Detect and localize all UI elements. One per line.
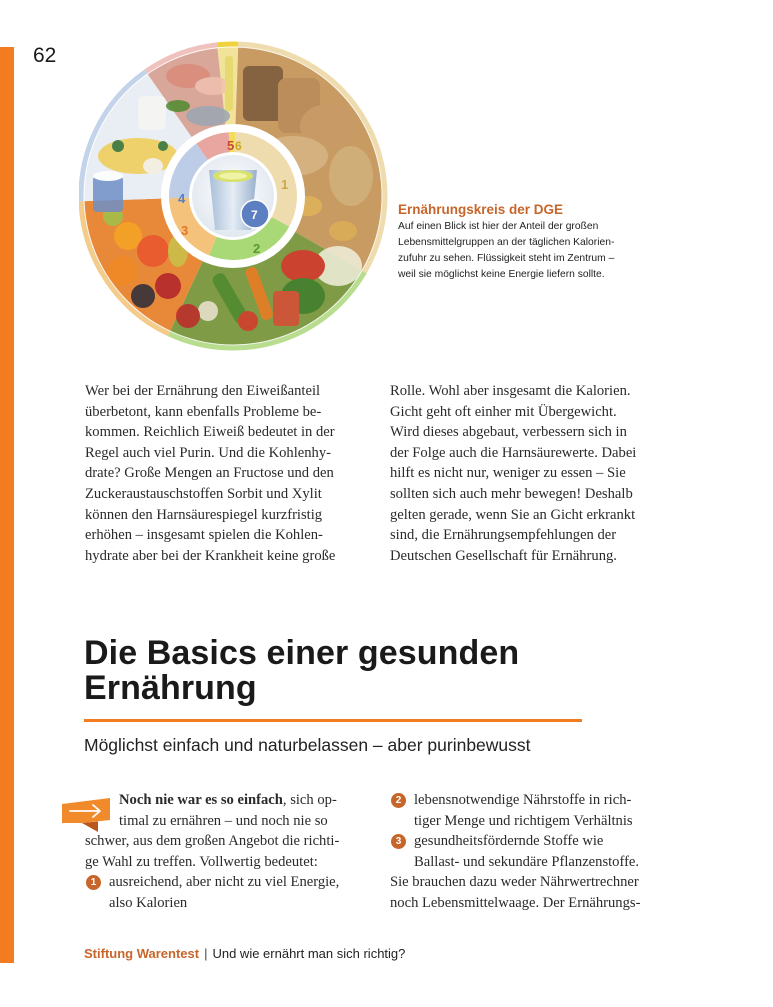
figure-caption-text [398,219,688,283]
numbered-item-2 [390,790,680,811]
intro-text-right [390,790,680,914]
text-line: überbetont, kann ebenfalls Probleme be- [85,403,322,420]
text-line: Wer bei der Ernährung den Eiweißanteil [85,383,321,399]
text-line: Regel auch viel Purin. Und die Kohlenhy- [85,444,332,461]
caption-line: Lebensmittelgruppen an der täglichen Kalorien- [398,237,615,248]
caption-line: zufuhr zu sehen. Flüssigkeit steht im Zentrum – [398,253,615,264]
svg-text:3: 3 [181,223,189,238]
svg-text:5: 5 [227,138,235,153]
text-line: sollten sich auch mehr bewegen! Deshalb [390,485,633,502]
caption-line: Auf einen Blick ist hier der Anteil der großen [398,221,599,232]
text-line: Gicht geht oft einher mit Übergewicht. [390,403,617,420]
item-text: gesundheitsfördernde Stoffe wie [414,833,604,850]
text-line: ge Wahl zu treffen. Vollwertig bedeutet: [85,853,318,870]
footer-brand: Stiftung Warentest [84,946,200,961]
text-line: also Kalorien [109,894,188,911]
footer-separator: | [204,946,208,961]
text-line: tiger Menge und richtigem Verhältnis [414,812,633,829]
text-line: drate? Große Mengen an Fructose und den [85,465,334,482]
section-title-line: Ernährung [84,669,257,707]
body-text-left [85,381,368,566]
text-line: Sie brauchen dazu weder Nährwertrechner [390,874,639,891]
page-number: 62 [33,44,57,67]
text-line: hydrate aber bei der Krankheit keine große [85,547,336,564]
page-footer [84,946,405,961]
number-badge-icon: 1 [86,875,101,890]
text-line: noch Lebensmittelwaage. Der Ernährungs- [390,894,641,911]
text-line: erhöhen – insgesamt spielen die Kohlen- [85,527,323,544]
number-badge-icon: 2 [391,793,406,808]
lead-rest-text: , sich op- [282,792,337,808]
text-line: können den Harnsäurespiegel kurzfristig [85,506,323,523]
figure-caption [398,201,688,283]
text-line: Ballast- und sekundäre Pflanzenstoffe. [414,853,640,870]
text-line: der Folge auch die Harnsäurewerte. Dabei [390,444,637,461]
text-line: Zuckeraustauschstoffen Sorbit und Xylit [85,485,322,502]
svg-text:2: 2 [253,241,261,256]
svg-text:6: 6 [235,139,242,153]
text-line: Deutschen Gesellschaft für Ernährung. [390,547,617,564]
section-title-line: Die Basics einer gesunden [84,634,520,672]
text-line: timal zu ernähren – und noch nie so [119,812,328,829]
svg-text:1: 1 [281,177,289,192]
text-line: kommen. Reichlich Eiweiß bedeutet in der [85,424,335,441]
text-line: Wird dieses abgebaut, verbessern sich in [390,424,627,441]
lead-bold-text: Noch nie war es so einfach [119,792,283,808]
section-subtitle: Möglichst einfach und naturbelassen – aber purinbewusst [84,735,531,755]
caption-line: weil sie möglichst keine Energie liefern sollte. [398,269,605,280]
text-line: sind, die Ernährungsempfehlungen der [390,527,617,544]
dge-nutrition-circle-image [79,41,389,353]
numbered-item-3 [390,831,680,852]
item-text: ausreichend, aber nicht zu viel Energie, [109,874,340,891]
text-line: Rolle. Wohl aber insgesamt die Kalorien. [390,383,631,399]
figure-caption-title: Ernährungskreis der DGE [398,202,564,217]
footer-book-title: Und wie ernährt man sich richtig? [212,946,406,961]
number-badge-icon: 3 [391,834,406,849]
text-line: schwer, aus dem großen Angebot die richti- [85,833,340,850]
svg-text:7: 7 [251,208,258,222]
side-accent-bar [0,47,14,963]
section-title [84,636,684,706]
section-divider [84,719,582,722]
text-line [85,790,370,811]
numbered-item-1 [85,872,370,893]
svg-text:4: 4 [178,191,186,206]
body-text-right [390,381,675,566]
item-text: lebensnotwendige Nährstoffe in rich- [414,792,632,808]
intro-text-left [85,790,370,914]
text-line: gelten gerade, wenn Sie an Gicht erkrankt [390,506,636,523]
text-line: hilft es nicht nur, weniger zu essen – Sie [390,465,626,482]
